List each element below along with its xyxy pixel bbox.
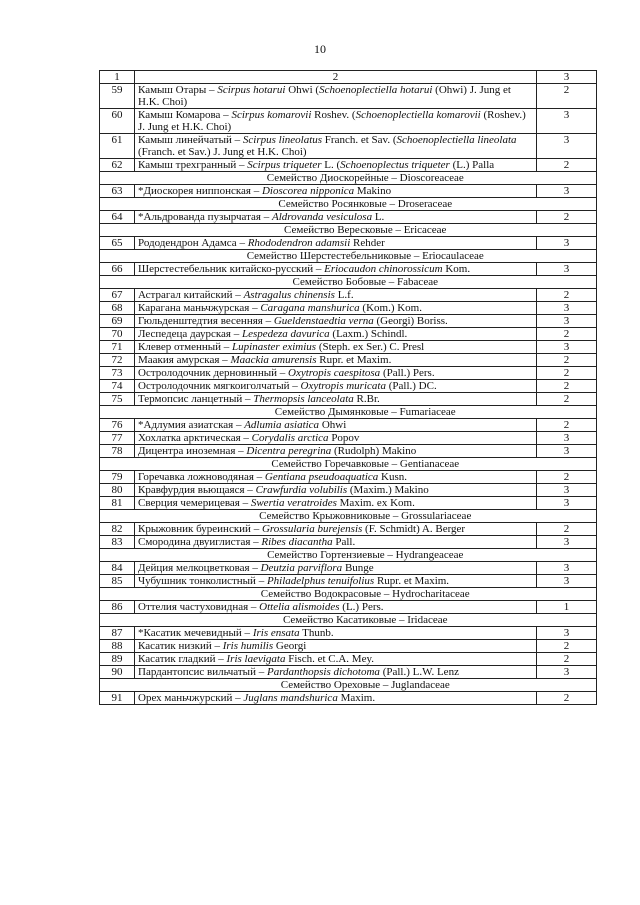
row-number: 80 — [100, 484, 135, 497]
row-number: 62 — [100, 159, 135, 172]
latin-name: Dicentra peregrina — [246, 445, 332, 457]
name-text: (Roshev.) J. Jung et H.K. Choi) — [138, 109, 526, 133]
name-text: Пардантопсис вильчатый – — [138, 666, 267, 678]
latin-name: Swertia veratroides — [250, 497, 337, 509]
row-number: 88 — [100, 640, 135, 653]
row-number: 79 — [100, 471, 135, 484]
family-name: Семейство Водокрасовые – Hydrocharitaceae — [135, 588, 597, 601]
rarity-category: 2 — [537, 354, 597, 367]
column-header: 2 — [135, 71, 537, 84]
latin-name: Grossularia burejensis — [261, 523, 363, 535]
name-text: *Диоскорея ниппонская – — [138, 185, 262, 197]
name-text: Bunge — [342, 562, 374, 574]
species-row — [100, 497, 597, 510]
latin-name: Oxytropis muricata — [300, 380, 386, 392]
row-number: 63 — [100, 185, 135, 198]
latin-name: Rhododendron adamsii — [247, 237, 351, 249]
rarity-category: 3 — [537, 562, 597, 575]
name-text: Чубушник тонколистный – — [138, 575, 267, 587]
name-text: L. ( — [321, 159, 341, 171]
name-text: *Адлумия азиатская – — [138, 419, 245, 431]
latin-name: Juglans mandshurica — [243, 692, 338, 704]
latin-name: Deutzia parviflora — [260, 562, 343, 574]
family-spacer-cell — [100, 614, 135, 627]
name-text: Roshev. ( — [311, 109, 356, 121]
name-text: Rupr. et Maxim. — [316, 354, 392, 366]
species-row — [100, 536, 597, 549]
name-text: Камыш Отары – — [138, 84, 218, 96]
name-text: (L.) Palla — [449, 159, 495, 171]
species-row — [100, 367, 597, 380]
row-number: 73 — [100, 367, 135, 380]
species-name — [135, 315, 537, 328]
family-name: Семейство Вересковые – Ericaceae — [135, 224, 597, 237]
species-row — [100, 627, 597, 640]
name-text: Леспедеца даурская – — [138, 328, 242, 340]
row-number: 87 — [100, 627, 135, 640]
species-name — [135, 185, 537, 198]
latin-name: Aldrovanda vesiculosa — [271, 211, 373, 223]
rarity-category: 3 — [537, 109, 597, 134]
rarity-category: 3 — [537, 497, 597, 510]
family-row — [100, 250, 597, 263]
species-row — [100, 302, 597, 315]
name-text: Rupr. et Maxim. — [374, 575, 450, 587]
species-row — [100, 341, 597, 354]
row-number: 81 — [100, 497, 135, 510]
species-name — [135, 159, 537, 172]
species-name — [135, 302, 537, 315]
species-row — [100, 289, 597, 302]
name-text: Астрагал китайский – — [138, 289, 244, 301]
species-row — [100, 601, 597, 614]
rarity-category: 2 — [537, 419, 597, 432]
name-text: Крыжовник буреинский – — [138, 523, 262, 535]
rarity-category: 3 — [537, 484, 597, 497]
species-row — [100, 692, 597, 705]
family-spacer-cell — [100, 250, 135, 263]
species-name — [135, 653, 537, 666]
rarity-category: 2 — [537, 328, 597, 341]
species-name — [135, 237, 537, 250]
family-row — [100, 198, 597, 211]
family-spacer-cell — [100, 549, 135, 562]
latin-name: Adlumia asiatica — [244, 419, 320, 431]
family-spacer-cell — [100, 510, 135, 523]
family-row — [100, 458, 597, 471]
species-row — [100, 109, 597, 134]
family-spacer-cell — [100, 276, 135, 289]
latin-name: Pardanthopsis dichotoma — [266, 666, 380, 678]
species-name — [135, 211, 537, 224]
species-name — [135, 109, 537, 134]
species-row — [100, 653, 597, 666]
name-text: Maxim. — [337, 692, 376, 704]
species-row — [100, 523, 597, 536]
rarity-category: 3 — [537, 666, 597, 679]
species-name — [135, 497, 537, 510]
species-row — [100, 328, 597, 341]
family-row — [100, 679, 597, 692]
name-text: (Kom.) Kom. — [359, 302, 422, 314]
family-row — [100, 276, 597, 289]
name-text: Рододендрон Адамса – — [138, 237, 248, 249]
row-number: 78 — [100, 445, 135, 458]
name-text: Pall. — [332, 536, 356, 548]
name-text: Georgi — [273, 640, 307, 652]
species-row — [100, 134, 597, 159]
family-row — [100, 510, 597, 523]
species-name — [135, 393, 537, 406]
name-text: *Касатик мечевидный – — [138, 627, 253, 639]
row-number: 91 — [100, 692, 135, 705]
rarity-category: 2 — [537, 653, 597, 666]
species-row — [100, 237, 597, 250]
latin-name: Astragalus chinensis — [243, 289, 335, 301]
row-number: 74 — [100, 380, 135, 393]
family-spacer-cell — [100, 406, 135, 419]
name-text: (Pall.) DC. — [385, 380, 437, 392]
species-row — [100, 562, 597, 575]
rarity-category: 2 — [537, 640, 597, 653]
name-text: Остролодочник мягкоиголчатый – — [138, 380, 301, 392]
row-number: 76 — [100, 419, 135, 432]
name-text: Хохлатка арктическая – — [138, 432, 252, 444]
species-name — [135, 354, 537, 367]
name-text: Касатик низкий – — [138, 640, 223, 652]
species-row — [100, 575, 597, 588]
latin-name: Caragana manshurica — [260, 302, 360, 314]
name-text: Сверция чемерицевая – — [138, 497, 251, 509]
species-row — [100, 419, 597, 432]
name-text: Камыш Комарова – — [138, 109, 232, 121]
name-text: Кравфурдия вьющаяся – — [138, 484, 256, 496]
name-text: Шерстестебельник китайско-русский – — [138, 263, 325, 275]
name-text: Kusn. — [378, 471, 408, 483]
latin-name: Ottelia alismoides — [259, 601, 340, 613]
name-text: Камыш трехгранный – — [138, 159, 248, 171]
family-name: Семейство Шерстестебельниковые – Eriocaulaceae — [135, 250, 597, 263]
name-text: Горечавка ложноводяная – — [138, 471, 265, 483]
name-text: Kom. — [442, 263, 471, 275]
species-row — [100, 393, 597, 406]
name-text: Fisch. et C.A. Mey. — [285, 653, 374, 665]
row-number: 77 — [100, 432, 135, 445]
name-text: Карагана маньчжурская – — [138, 302, 261, 314]
species-row — [100, 315, 597, 328]
rarity-category: 2 — [537, 159, 597, 172]
latin-name: Thermopsis lanceolata — [253, 393, 354, 405]
species-name — [135, 419, 537, 432]
family-name: Семейство Диоскорейные – Dioscoreaceae — [135, 172, 597, 185]
species-name — [135, 367, 537, 380]
row-number: 89 — [100, 653, 135, 666]
latin-name: Dioscorea nipponica — [261, 185, 355, 197]
species-name — [135, 562, 537, 575]
name-text: Ohwi — [319, 419, 347, 431]
family-row — [100, 549, 597, 562]
species-row — [100, 445, 597, 458]
family-spacer-cell — [100, 679, 135, 692]
rarity-category: 3 — [537, 315, 597, 328]
species-row — [100, 211, 597, 224]
species-name — [135, 380, 537, 393]
family-name: Семейство Касатиковые – Iridaceae — [135, 614, 597, 627]
latin-name: Philadelphus tenuifolius — [266, 575, 375, 587]
row-number: 84 — [100, 562, 135, 575]
species-name — [135, 666, 537, 679]
species-row — [100, 666, 597, 679]
species-name — [135, 471, 537, 484]
rarity-category: 2 — [537, 84, 597, 109]
species-row — [100, 159, 597, 172]
rarity-category: 2 — [537, 211, 597, 224]
name-text: Гюльденштедтия весенняя – — [138, 315, 274, 327]
row-number: 68 — [100, 302, 135, 315]
name-text: Камыш линейчатый – — [138, 134, 243, 146]
name-text: Дицентра иноземная – — [138, 445, 247, 457]
page-number: 10 — [314, 42, 326, 56]
rarity-category: 2 — [537, 380, 597, 393]
row-number: 75 — [100, 393, 135, 406]
rarity-category: 3 — [537, 134, 597, 159]
name-text: L. — [372, 211, 385, 223]
rarity-category: 3 — [537, 627, 597, 640]
row-number: 85 — [100, 575, 135, 588]
family-row — [100, 172, 597, 185]
species-name — [135, 341, 537, 354]
rarity-category: 2 — [537, 393, 597, 406]
latin-name: Iris ensata — [252, 627, 300, 639]
rarity-category: 3 — [537, 263, 597, 276]
name-text: (L.) Pers. — [339, 601, 384, 613]
latin-name: Gentiana pseudoaquatica — [264, 471, 379, 483]
table-header-row — [100, 71, 597, 84]
species-row — [100, 380, 597, 393]
row-number: 72 — [100, 354, 135, 367]
row-number: 65 — [100, 237, 135, 250]
species-name — [135, 640, 537, 653]
latin-name: Lespedeza davurica — [241, 328, 330, 340]
species-name — [135, 536, 537, 549]
name-text: (F. Schmidt) A. Berger — [362, 523, 466, 535]
row-number: 82 — [100, 523, 135, 536]
row-number: 90 — [100, 666, 135, 679]
name-text: (Maxim.) Makino — [347, 484, 429, 496]
latin-name: Scirpus lineolatus — [242, 134, 323, 146]
row-number: 64 — [100, 211, 135, 224]
latin-name: Maackia amurensis — [230, 354, 317, 366]
table-body — [100, 71, 597, 705]
name-text: (Pall.) L.W. Lenz — [379, 666, 459, 678]
name-text: Дейция мелкоцветковая – — [138, 562, 261, 574]
species-row — [100, 263, 597, 276]
species-name — [135, 601, 537, 614]
name-text: Касатик гладкий – — [138, 653, 227, 665]
species-row — [100, 471, 597, 484]
rarity-category: 2 — [537, 471, 597, 484]
species-name — [135, 523, 537, 536]
row-number: 71 — [100, 341, 135, 354]
latin-name: Schoenoplectiella lineolata — [396, 134, 517, 146]
latin-name: Gueldenstaedtia verna — [273, 315, 374, 327]
row-number: 86 — [100, 601, 135, 614]
family-row — [100, 224, 597, 237]
column-header: 3 — [537, 71, 597, 84]
latin-name: Ribes diacantha — [261, 536, 333, 548]
species-name — [135, 445, 537, 458]
name-text: Орех маньчжурский – — [138, 692, 244, 704]
rarity-category: 3 — [537, 445, 597, 458]
species-name — [135, 84, 537, 109]
species-name — [135, 627, 537, 640]
name-text: (Pall.) Pers. — [380, 367, 435, 379]
row-number: 66 — [100, 263, 135, 276]
species-name — [135, 263, 537, 276]
name-text: Клевер отменный – — [138, 341, 233, 353]
latin-name: Scirpus hotarui — [217, 84, 286, 96]
family-name: Семейство Росянковые – Droseraceae — [135, 198, 597, 211]
name-text: *Альдрованда пузырчатая – — [138, 211, 272, 223]
column-header: 1 — [100, 71, 135, 84]
name-text: Rehder — [350, 237, 385, 249]
family-spacer-cell — [100, 458, 135, 471]
name-text: Оттелия частуховидная – — [138, 601, 260, 613]
latin-name: Eriocaudon chinorossicum — [324, 263, 443, 275]
latin-name: Scirpus komarovii — [231, 109, 312, 121]
family-name: Семейство Дымянковые – Fumariaceae — [135, 406, 597, 419]
family-spacer-cell — [100, 224, 135, 237]
row-number: 70 — [100, 328, 135, 341]
name-text: (Steph. ex Ser.) C. Presl — [316, 341, 425, 353]
latin-name: Corydalis arctica — [251, 432, 329, 444]
rarity-category: 3 — [537, 341, 597, 354]
rarity-category: 2 — [537, 523, 597, 536]
row-number: 59 — [100, 84, 135, 109]
species-row — [100, 185, 597, 198]
latin-name: Schoenoplectiella hotarui — [319, 84, 433, 96]
row-number: 67 — [100, 289, 135, 302]
species-table — [99, 70, 597, 705]
species-name — [135, 328, 537, 341]
rarity-category: 2 — [537, 289, 597, 302]
rarity-category: 3 — [537, 237, 597, 250]
family-name: Семейство Гортензиевые – Hydrangeaceae — [135, 549, 597, 562]
row-number: 83 — [100, 536, 135, 549]
species-name — [135, 134, 537, 159]
family-name: Семейство Крыжовниковые – Grossulariaceae — [135, 510, 597, 523]
rarity-category: 2 — [537, 367, 597, 380]
species-row — [100, 640, 597, 653]
name-text: Franch. et Sav. ( — [322, 134, 397, 146]
name-text: (Ohwi) J. Jung et H.K. Choi) — [138, 84, 511, 108]
rarity-category: 3 — [537, 536, 597, 549]
family-row — [100, 406, 597, 419]
name-text: Смородина двуиглистая – — [138, 536, 262, 548]
rarity-category: 3 — [537, 302, 597, 315]
name-text: Термопсис ланцетный – — [138, 393, 254, 405]
family-row — [100, 588, 597, 601]
latin-name: Scirpus triqueter — [247, 159, 322, 171]
family-row — [100, 614, 597, 627]
name-text: (Franch. et Sav.) J. Jung et H.K. Choi) — [138, 146, 307, 158]
row-number: 60 — [100, 109, 135, 134]
rarity-category: 3 — [537, 185, 597, 198]
latin-name: Lupinaster eximius — [232, 341, 317, 353]
name-text: Остролодочник дерновинный – — [138, 367, 289, 379]
name-text: Makino — [354, 185, 392, 197]
name-text: (Georgi) Boriss. — [373, 315, 448, 327]
name-text: L.f. — [334, 289, 354, 301]
name-text: R.Br. — [353, 393, 380, 405]
rarity-category: 2 — [537, 692, 597, 705]
species-name — [135, 289, 537, 302]
species-name — [135, 692, 537, 705]
name-text: Маакия амурская – — [138, 354, 231, 366]
latin-name: Iris humilis — [222, 640, 274, 652]
family-name: Семейство Горечавковые – Gentianaceae — [135, 458, 597, 471]
rarity-category: 3 — [537, 432, 597, 445]
name-text: (Laxm.) Schindl. — [329, 328, 408, 340]
species-row — [100, 484, 597, 497]
species-row — [100, 432, 597, 445]
species-name — [135, 432, 537, 445]
rarity-category: 3 — [537, 575, 597, 588]
species-row — [100, 84, 597, 109]
name-text: Thunb. — [299, 627, 334, 639]
latin-name: Iris laevigata — [226, 653, 286, 665]
name-text: (Rudolph) Makino — [331, 445, 417, 457]
species-row — [100, 354, 597, 367]
family-spacer-cell — [100, 172, 135, 185]
name-text: Maxim. ex Kom. — [336, 497, 415, 509]
family-name: Семейство Бобовые – Fabaceae — [135, 276, 597, 289]
name-text: Popov — [328, 432, 360, 444]
name-text: Ohwi ( — [285, 84, 320, 96]
row-number: 69 — [100, 315, 135, 328]
latin-name: Crawfurdia volubilis — [255, 484, 348, 496]
latin-name: Schoenoplectus triqueter — [340, 159, 450, 171]
family-spacer-cell — [100, 588, 135, 601]
species-name — [135, 484, 537, 497]
latin-name: Schoenoplectiella komarovii — [355, 109, 481, 121]
species-name — [135, 575, 537, 588]
latin-name: Oxytropis caespitosa — [288, 367, 381, 379]
family-spacer-cell — [100, 198, 135, 211]
rarity-category: 1 — [537, 601, 597, 614]
row-number: 61 — [100, 134, 135, 159]
family-name: Семейство Ореховые – Juglandaceae — [135, 679, 597, 692]
